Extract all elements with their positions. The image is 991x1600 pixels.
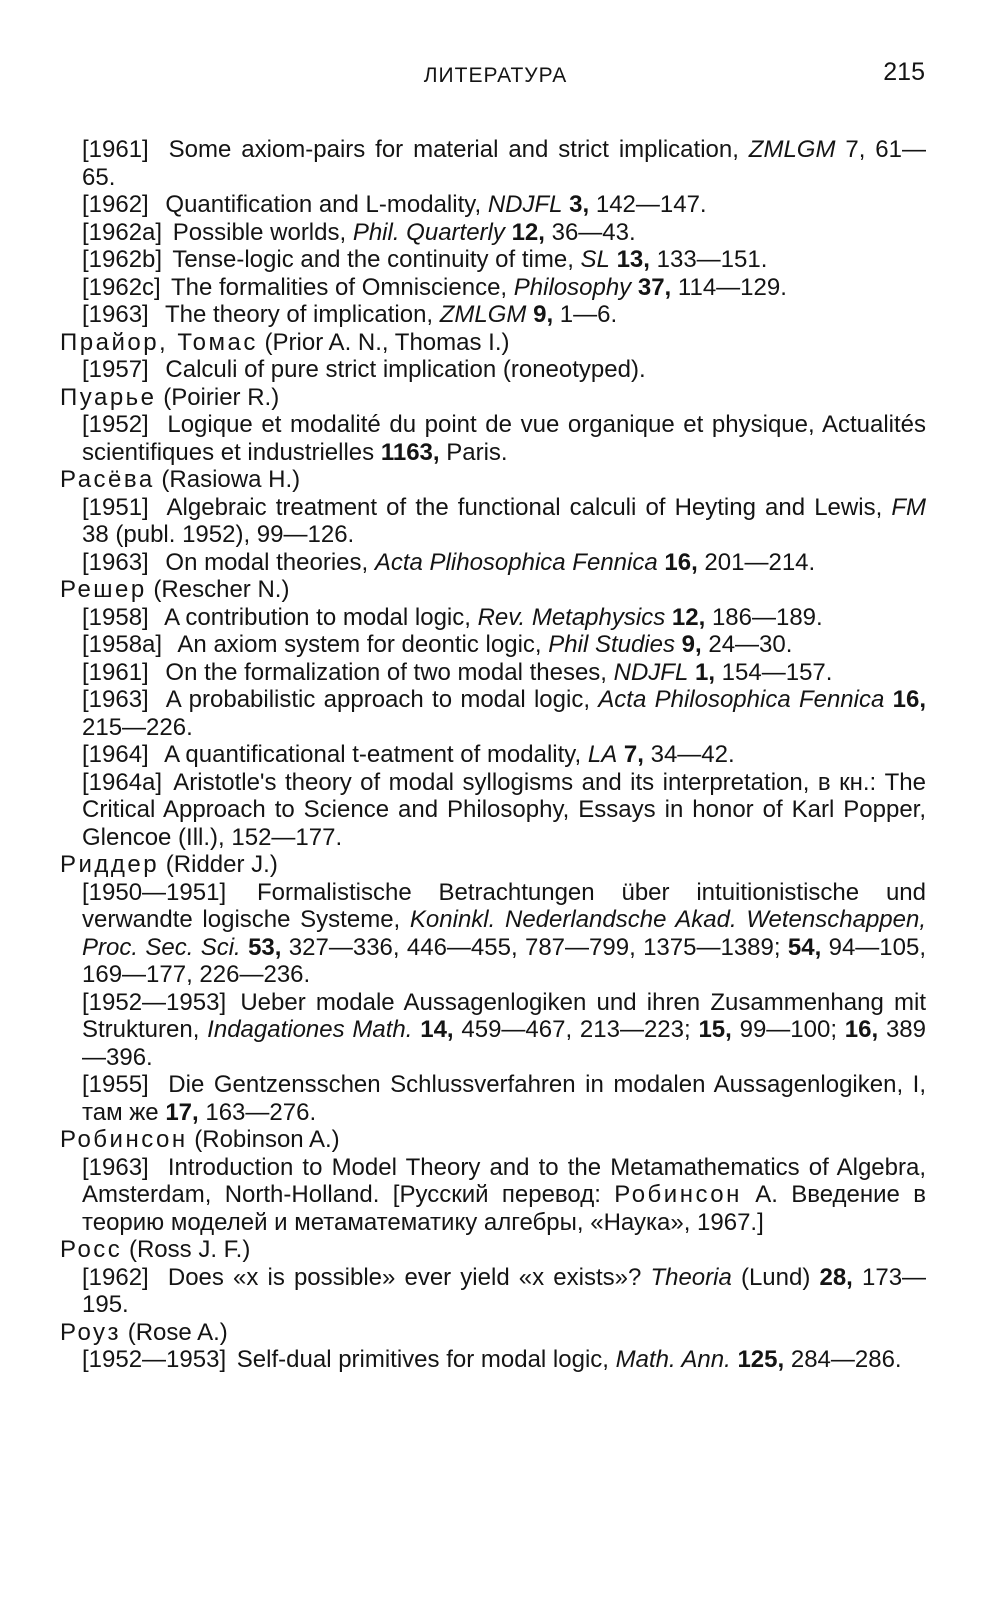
author-heading: Пуарье (Poirier R.) xyxy=(60,383,280,411)
page-header xyxy=(0,58,991,92)
author-heading: Росс (Ross J. F.) xyxy=(60,1236,251,1263)
bib-entry: [1963] A probabilistic approach to modal logic, Acta Philosophica Fennica 16, 215—226. xyxy=(82,686,926,741)
bib-entry: [1962b] Tense-logic and the continuity of time, SL 13, 133—151. xyxy=(82,246,768,273)
bibliography-list xyxy=(60,136,926,1374)
bib-entry: [1964] A quantificational t-eatment of modality, LA 7, 34—42. xyxy=(82,741,735,768)
bib-entry: [1963] On modal theories, Acta Plihosophica Fennica 16, 201—214. xyxy=(82,548,816,576)
bib-entry: [1962a] Possible worlds, Phil. Quarterly 12, 36—43. xyxy=(82,218,636,246)
bib-entry: [1958] A contribution to modal logic, Rev. Metaphysics 12, 186—189. xyxy=(82,603,823,631)
bib-entry: [1958a] An axiom system for deontic logic, Phil Studies 9, 24—30. xyxy=(82,631,793,658)
bib-entry: [1955] Die Gentzensschen Schlussverfahren in modalen Aussagenlogiken, I, там же 17, 163—276. xyxy=(82,1071,927,1126)
bib-entry: [1961] On the formalization of two modal theses, NDJFL 1, 154—157. xyxy=(82,658,833,686)
bib-entry: [1952—1953] Ueber modale Aussagenlogiken und ihren Zusammenhang mit Strukturen, Indagationes Math. 14, 459—467, 213—223; 15, 99—100; 16, 389—396. xyxy=(82,988,926,1071)
bib-entry: [1963] Introduction to Model Theory and to the Metamathematics of Algebra, Amsterdam, North-Holland. [Русский перевод: Робинсон А. Введение в теорию моделей и метаматематику алгебры, «Наука», 1967.] xyxy=(82,1153,926,1236)
bib-entry: [1963] The theory of implication, ZMLGM 9, 1—6. xyxy=(82,301,618,328)
author-heading: Риддер (Ridder J.) xyxy=(60,851,278,878)
bib-entry: [1952] Logique et modalité du point de vue organique et physique, Actualités scientifiques et industrielles 1163, Paris. xyxy=(82,411,927,466)
author-heading: Прайор, Томас (Prior A. N., Thomas I.) xyxy=(60,328,510,356)
bib-entry: [1951] Algebraic treatment of the functional calculi of Heyting and Lewis, FM 38 (publ. 1952), 99—126. xyxy=(82,493,927,548)
bib-entry: [1964a] Aristotle's theory of modal syllogisms and its interpretation, в кн.: The Critical Approach to Science and Philosophy, Essays in honor of Karl Popper, Glencoe (Ill.), 152—177. xyxy=(82,768,927,851)
bib-entry: [1952—1953] Self-dual primitives for modal logic, Math. Ann. 125, 284—286. xyxy=(82,1346,902,1373)
page-number: 215 xyxy=(883,58,925,86)
author-heading: Расёва (Rasiowa H.) xyxy=(60,466,301,493)
bib-entry: [1950—1951] Formalistische Betrachtungen über intuitionistische und verwandte logische Systeme, Koninkl. Nederlandsche Akad. Wetenschappen, Proc. Sec. Sci. 53, 327—336, 446—455, 787—799, 1375—1389; 54, 94—105, 169—177, 226—236. xyxy=(82,878,926,988)
bib-entry: [1961] Some axiom-pairs for material and strict implication, ZMLGM 7, 61—65. xyxy=(82,136,926,191)
running-title: ЛИТЕРАТУРА xyxy=(423,64,568,87)
bib-entry: [1962] Quantification and L-modality, NDJFL 3, 142—147. xyxy=(82,191,707,218)
bib-entry: [1962c] The formalities of Omniscience, Philosophy 37, 114—129. xyxy=(82,273,787,301)
author-heading: Роуз (Rose A.) xyxy=(60,1318,228,1346)
bib-entry: [1962] Does «x is possible» ever yield «x exists»? Theoria (Lund) 28, 173—195. xyxy=(82,1263,927,1318)
bib-entry: [1957] Calculi of pure strict implication (roneotyped). xyxy=(82,356,646,383)
author-heading: Робинсон (Robinson A.) xyxy=(60,1126,340,1153)
author-heading: Решер (Rescher N.) xyxy=(60,576,290,603)
